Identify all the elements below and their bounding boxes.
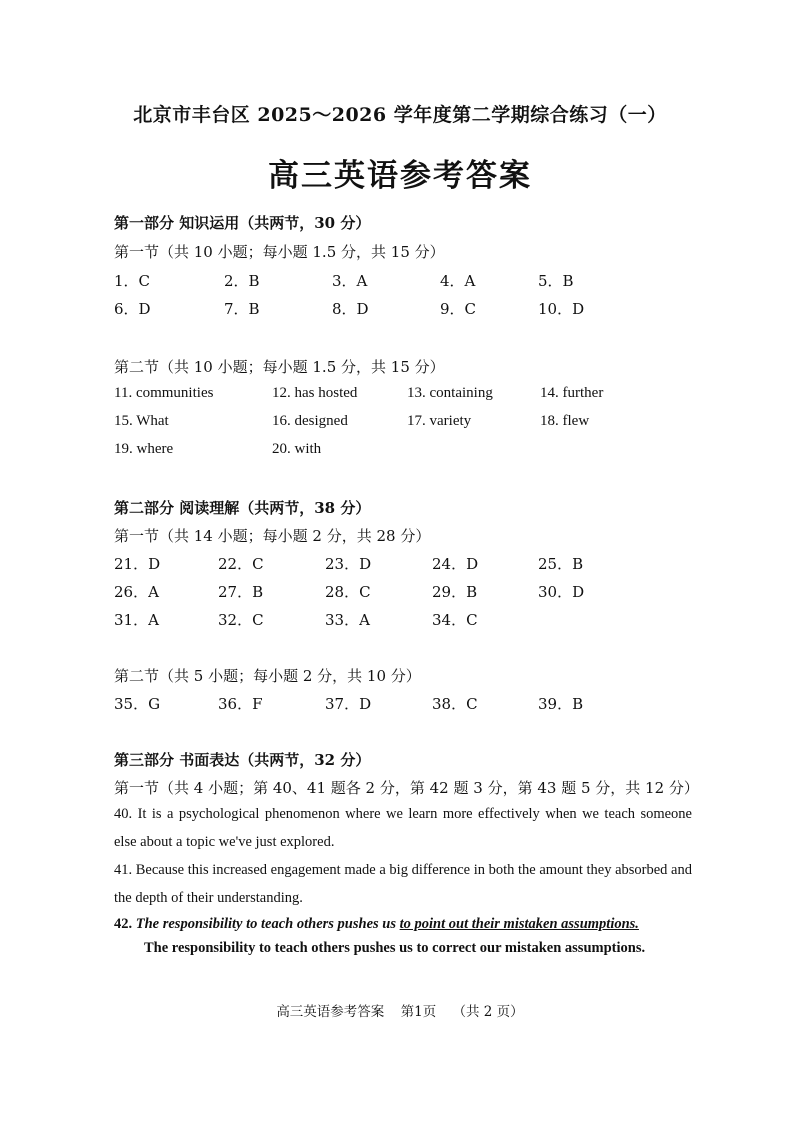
answer-item: 24．D (432, 555, 479, 573)
answer-item: 19. where (114, 441, 174, 457)
footer-page-number: 第1页 (400, 1004, 437, 1020)
answer-item: 30．D (538, 583, 585, 601)
answer-item: 13. containing (407, 385, 493, 401)
document-title: 高三英语参考答案 (268, 158, 532, 194)
answer-item: 25．B (538, 555, 584, 573)
answer-item: 36．F (218, 695, 263, 713)
answer-row (114, 298, 714, 326)
answer-item: 12. has hosted (272, 385, 358, 401)
answer-item: 22．C (218, 555, 264, 573)
answer-item: 7．B (224, 300, 260, 318)
part1-section1-answers (114, 270, 714, 326)
answer-item: 18. flew (540, 413, 590, 429)
answer-item: 29．B (432, 583, 478, 601)
answer-item: 3．A (332, 272, 368, 290)
answer-item: 35．G (114, 695, 161, 713)
answer-item: 38．C (432, 695, 478, 713)
answer-row (114, 413, 714, 441)
answer-item: 15. What (114, 413, 169, 429)
footer-total-pages: （共 2 页） (452, 1004, 524, 1020)
answer-item: 20. with (272, 441, 322, 457)
answer-item: 10．D (538, 300, 585, 318)
answer-item: 21．D (114, 555, 161, 573)
answer-item: 28．C (325, 583, 371, 601)
part3-section1-heading: 第一节（共 4 小题；第 40、41 题各 2 分，第 42 题 3 分，第 43 题 5 分，共 12 分） (114, 779, 699, 797)
part1-section1-heading: 第一节（共 10 小题；每小题 1.5 分，共 15 分） (114, 243, 445, 261)
answer-row (114, 270, 714, 298)
answer-row (114, 581, 714, 609)
page-footer (0, 1000, 800, 1020)
answer-item: 34．C (432, 611, 478, 629)
part2-heading: 第二部分 阅读理解（共两节，38 分） (114, 499, 371, 517)
answer-42-number: 42. (114, 916, 136, 932)
answer-item: 2．B (224, 272, 260, 290)
answer-item: 39．B (538, 695, 584, 713)
answer-item: 11. communities (114, 385, 214, 401)
answer-item: 27．B (218, 583, 264, 601)
answer-row (114, 385, 714, 413)
answer-42-correction: The responsibility to teach others pushes us to correct our mistaken assumptions. (144, 940, 646, 956)
answer-item: 16. designed (272, 413, 348, 429)
answer-item: 8．D (332, 300, 369, 318)
part2-section1-heading: 第一节（共 14 小题；每小题 2 分，共 28 分） (114, 527, 431, 545)
part2-section1-answers (114, 553, 714, 637)
answer-item: 26．A (114, 583, 159, 601)
answer-item: 37．D (325, 695, 372, 713)
part1-heading: 第一部分 知识运用（共两节，30 分） (114, 214, 371, 232)
answer-item: 4．A (440, 272, 476, 290)
answer-item: 14. further (540, 385, 604, 401)
part1-section2-heading: 第二节（共 10 小题；每小题 1.5 分，共 15 分） (114, 358, 445, 376)
answer-40: 40. It is a psychological phenomenon where we learn more effectively when we teach someone else about a topic we've just explored. (114, 806, 692, 850)
part2-section2-answers (114, 693, 714, 721)
answer-item: 23．D (325, 555, 372, 573)
answer-item: 33．A (325, 611, 370, 629)
answer-item: 9．C (440, 300, 477, 318)
answer-42-sentence: The responsibility to teach others pushes us (135, 916, 400, 932)
answer-item: 32．C (218, 611, 264, 629)
answer-row (114, 693, 714, 721)
footer-title: 高三英语参考答案 (276, 1004, 385, 1020)
answer-item: 5．B (538, 272, 574, 290)
answer-41: 41. Because this increased engagement made a big difference in both the amount they absorbed and the depth of their understanding. (114, 862, 692, 906)
answer-row (114, 553, 714, 581)
part2-section2-heading: 第二节（共 5 小题；每小题 2 分，共 10 分） (114, 667, 421, 685)
answer-item: 31．A (114, 611, 159, 629)
answer-item: 17. variety (407, 413, 472, 429)
answer-42-underlined-phrase: to point out their mistaken assumptions. (399, 916, 639, 932)
answer-item: 1．C (114, 272, 151, 290)
answer-row (114, 609, 714, 637)
exam-title: 北京市丰台区 2025～2026 学年度第二学期综合练习（一） (133, 104, 667, 126)
part3-heading: 第三部分 书面表达（共两节，32 分） (114, 751, 371, 769)
part1-section2-answers (114, 385, 714, 469)
answer-item: 6．D (114, 300, 151, 318)
answer-row (114, 441, 714, 469)
